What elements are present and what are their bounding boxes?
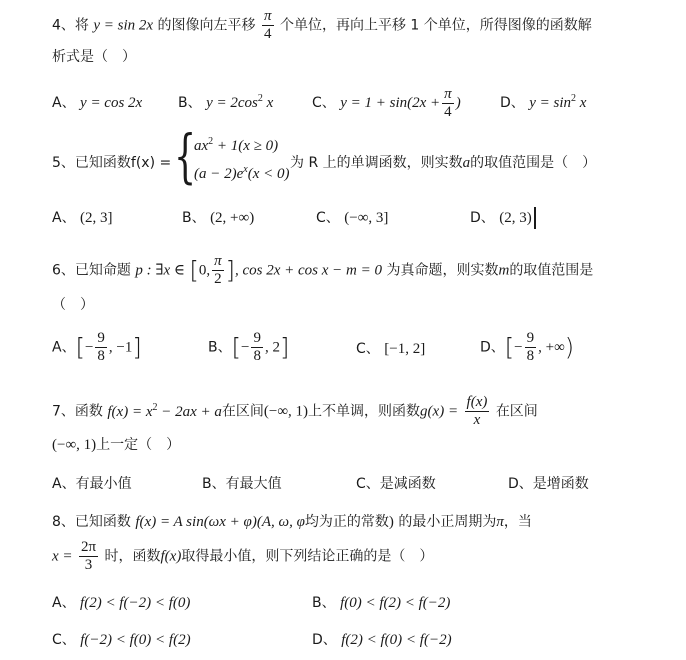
q8-stem-line1: 8、已知函数 f(x) = A sin(ωx + φ)(A, ω, φ均为正的常数) 的最小正周期为π，当 bbox=[52, 514, 532, 530]
q5-suffix: 为 R 上的单调函数，则实数a的取值范围是（ ） bbox=[290, 155, 597, 171]
q5-brace: { bbox=[174, 122, 197, 190]
q7-option-c[interactable]: C、是减函数 bbox=[356, 476, 436, 492]
q6-option-d[interactable]: D、[− $\frac{9}{8}$ , +∞) bbox=[480, 330, 575, 364]
q7-stem-line2: (−∞, 1)上一定（ ） bbox=[52, 437, 181, 453]
q7-option-b[interactable]: B、有最大值 bbox=[202, 476, 282, 492]
q4-text: 个单位，再向上平移 1 个单位，所得图像的函数解 bbox=[279, 17, 592, 34]
q4-option-a[interactable]: A、 y = cos 2x bbox=[52, 95, 143, 111]
q5-option-d[interactable]: D、 (2, 3) bbox=[470, 207, 536, 229]
q4-option-c[interactable]: C、 y = 1 + sin(2x + $\frac{\pi}{4}$ ) bbox=[312, 86, 461, 120]
q8-option-c[interactable]: C、 f(−2) < f(0) < f(2) bbox=[52, 632, 191, 648]
q5-option-b[interactable]: B、 (2, +∞) bbox=[182, 210, 255, 226]
q7-stem-line1: 7、函数 $f(x) = x^2 - 2ax + a$在区间(−∞, 1)上不单调，则函数g(x) = $\frac{f(x)}{x}$ 在区间 bbox=[52, 394, 538, 428]
q6-option-a[interactable]: A、[− $\frac{9}{8}$ , −1] bbox=[52, 330, 142, 364]
q6-stem-line2: （ ） bbox=[52, 297, 94, 313]
q8-option-a[interactable]: A、 f(2) < f(−2) < f(0) bbox=[52, 595, 191, 611]
q6-option-b[interactable]: B、[− $\frac{9}{8}$ , 2] bbox=[208, 330, 290, 364]
text-cursor bbox=[534, 207, 536, 229]
q5-piecewise-function bbox=[174, 122, 294, 190]
q8-stem-line2: x = $\frac{2\pi}{3}$ 时，函数f(x)取得最小值，则下列结论正确的是（ ） bbox=[52, 539, 434, 573]
q5-case-2: $(a - 2)e^x(x < 0)$ bbox=[194, 164, 290, 182]
q6-option-c[interactable]: C、 [−1, 2] bbox=[356, 341, 426, 357]
q4-option-d[interactable]: D、 $y = \sin^2 x$ bbox=[500, 93, 587, 111]
q6-stem-line1: 6、已知命题 p : ∃x ∈ [0, $\frac{\pi}{2}$ ], cos 2x + cos x − m = 0 为真命题，则实数m的取值范围是 bbox=[52, 253, 594, 287]
q4-option-b[interactable]: B、 $y = 2\cos^2$ x bbox=[178, 93, 274, 111]
q5-option-a[interactable]: A、 (2, 3] bbox=[52, 210, 113, 226]
q7-option-d[interactable]: D、是增函数 bbox=[508, 476, 589, 492]
q5-option-c[interactable]: C、 (−∞, 3] bbox=[316, 210, 389, 226]
q8-option-d[interactable]: D、 f(2) < f(0) < f(−2) bbox=[312, 632, 452, 648]
q5-prefix: 5、已知函数f(x) = bbox=[52, 155, 172, 171]
q4-text: 的图像向左平移 bbox=[157, 17, 256, 34]
q4-shift-fraction: $\frac{\pi}{4}$ bbox=[263, 8, 272, 42]
q4-stem-line2: 析式是（ ） bbox=[52, 49, 136, 65]
q5-case-1: $ax^2 + 1(x \ge 0)$ bbox=[194, 136, 279, 154]
q4-stem-line1 bbox=[52, 9, 592, 42]
q8-option-b[interactable]: B、 f(0) < f(2) < f(−2) bbox=[312, 595, 451, 611]
q4-text: 4、将 bbox=[52, 17, 89, 34]
q7-option-a[interactable]: A、有最小值 bbox=[52, 476, 132, 492]
q4-function: y = sin 2x bbox=[93, 17, 154, 34]
